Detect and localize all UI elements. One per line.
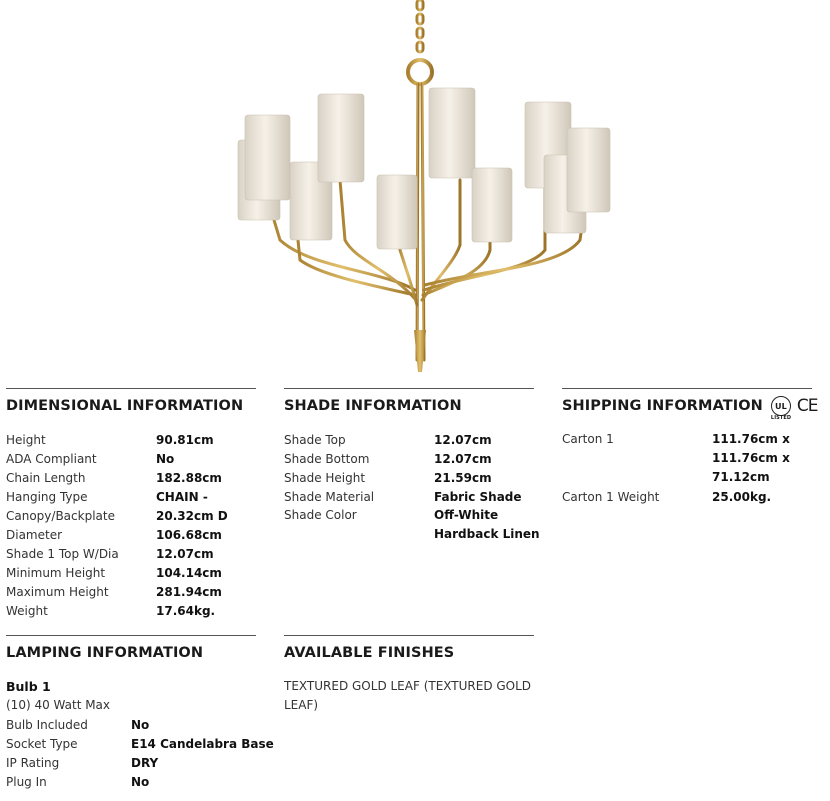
spec-value: 20.32cm D	[156, 508, 228, 523]
spec-value-multiline	[712, 430, 790, 487]
dimensional-information-section	[6, 388, 256, 620]
spec-value: 111.76cm x	[712, 451, 790, 465]
spec-value: 12.07cm	[434, 432, 492, 447]
spec-label: Hanging Type	[6, 489, 88, 504]
ce-mark-icon: CE	[796, 396, 818, 416]
spec-value: 104.14cm	[156, 565, 222, 580]
shade-information-section	[284, 388, 540, 544]
spec-row	[6, 772, 274, 791]
spec-value: 182.88cm	[156, 470, 222, 485]
spec-value-multiline	[434, 506, 540, 544]
section-heading-text: SHIPPING INFORMATION	[562, 398, 763, 414]
spec-row	[562, 430, 818, 487]
spec-label: Diameter	[6, 527, 63, 542]
ul-text: UL	[775, 401, 787, 411]
bulb-description: (10) 40 Watt Max	[6, 698, 111, 712]
section-heading: DIMENSIONAL INFORMATION	[6, 398, 244, 414]
spec-row	[6, 734, 274, 753]
spec-value: 17.64kg.	[156, 603, 216, 618]
spec-value: Fabric Shade	[434, 489, 522, 504]
spec-label: Carton 1	[562, 432, 614, 446]
spec-value: Hardback Linen	[434, 527, 540, 541]
spec-row	[284, 468, 540, 487]
spec-label: Maximum Height	[6, 584, 109, 599]
spec-row	[6, 525, 256, 544]
spec-label: ADA Compliant	[6, 451, 97, 466]
spec-label: Shade Color	[284, 508, 357, 522]
spec-value: 90.81cm	[156, 432, 214, 447]
chandelier-image	[200, 0, 630, 380]
spec-row	[6, 468, 256, 487]
available-finishes-section	[284, 635, 534, 715]
spec-label: Shade Height	[284, 470, 366, 485]
spec-row	[6, 601, 256, 620]
section-rule	[284, 388, 534, 389]
spec-value: 111.76cm x	[712, 432, 790, 446]
spec-row	[6, 582, 256, 601]
spec-value: 106.68cm	[156, 527, 222, 542]
spec-label: Shade Bottom	[284, 451, 370, 466]
spec-list	[562, 430, 818, 506]
spec-label: Minimum Height	[6, 565, 106, 580]
spec-label: Socket Type	[6, 736, 78, 751]
spec-row	[6, 430, 256, 449]
spec-label: Plug In	[6, 774, 47, 789]
spec-label: Carton 1 Weight	[562, 489, 660, 504]
spec-row	[6, 563, 256, 582]
spec-label: Shade Material	[284, 489, 375, 504]
spec-label: Shade 1 Top W/Dia	[6, 546, 119, 561]
spec-value: 25.00kg.	[712, 489, 772, 504]
spec-label: Height	[6, 432, 46, 447]
section-rule	[562, 388, 812, 389]
spec-value: DRY	[131, 755, 159, 770]
certification-marks	[770, 396, 818, 421]
spec-value: 12.07cm	[156, 546, 214, 561]
section-rule	[284, 635, 534, 636]
section-rule	[6, 388, 256, 389]
spec-value: No	[156, 451, 175, 466]
chain	[408, 0, 432, 84]
section-rule	[6, 635, 256, 636]
spec-value: E14 Candelabra Base	[131, 736, 274, 751]
spec-value: CHAIN -	[156, 489, 208, 504]
ul-listed-icon	[770, 396, 792, 421]
lamping-information-section	[6, 635, 274, 791]
spec-row	[284, 487, 540, 506]
finish-text: TEXTURED GOLD LEAF (TEXTURED GOLD LEAF)	[284, 679, 532, 712]
spec-label: IP Rating	[6, 755, 60, 770]
spec-value: 12.07cm	[434, 451, 492, 466]
spec-value: No	[131, 774, 150, 789]
spec-value: 21.59cm	[434, 470, 492, 485]
spec-list	[6, 677, 274, 791]
spec-row	[6, 715, 274, 734]
finish-list	[284, 677, 534, 715]
spec-row	[284, 449, 540, 468]
section-heading: LAMPING INFORMATION	[6, 645, 204, 661]
spec-label: Bulb Included	[6, 717, 88, 732]
listed-text: LISTED	[770, 415, 792, 421]
bulb-title: Bulb 1	[6, 679, 51, 694]
spec-list	[6, 430, 256, 620]
spec-row	[6, 449, 256, 468]
spec-list	[284, 430, 540, 544]
spec-row	[6, 753, 274, 772]
spec-row	[562, 487, 818, 506]
spec-row	[6, 487, 256, 506]
section-heading: AVAILABLE FINISHES	[284, 645, 455, 661]
spec-value: 281.94cm	[156, 584, 222, 599]
spec-label: Weight	[6, 603, 48, 618]
spec-label: Canopy/Backplate	[6, 508, 115, 523]
section-heading	[562, 395, 818, 421]
spec-row	[6, 544, 256, 563]
section-heading: SHADE INFORMATION	[284, 398, 462, 414]
spec-value: 71.12cm	[712, 470, 770, 484]
spec-row	[284, 430, 540, 449]
spec-row	[284, 506, 540, 544]
shipping-information-section	[562, 388, 818, 506]
spec-value: Off-White	[434, 508, 499, 522]
spec-row	[6, 506, 256, 525]
spec-value: No	[131, 717, 150, 732]
spec-label: Chain Length	[6, 470, 86, 485]
spec-label: Shade Top	[284, 432, 346, 447]
